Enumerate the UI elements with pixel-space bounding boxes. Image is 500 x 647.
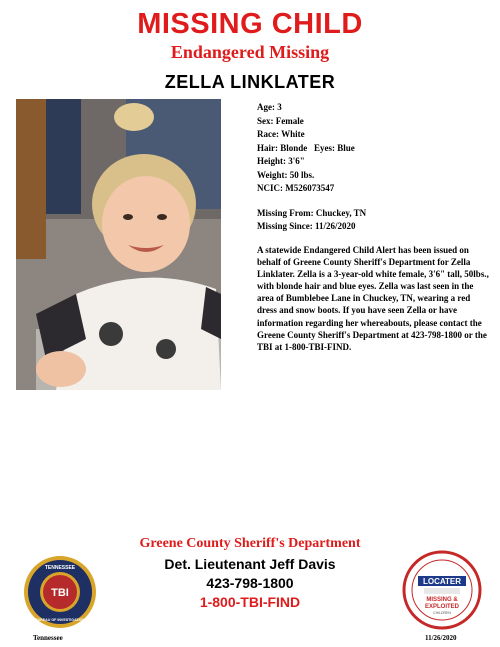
child-photo — [16, 99, 221, 390]
detail-race: Race: White — [257, 129, 305, 139]
seal-caption-left: Tennessee — [33, 634, 63, 642]
detail-weight: Weight: 50 lbs. — [257, 169, 315, 180]
detail-sex: Sex: Female — [257, 115, 304, 126]
child-name: ZELLA LINKLATER — [164, 72, 336, 92]
detail-age: Age: 3 — [257, 102, 282, 112]
locater-sub3: CHILDREN — [433, 611, 451, 615]
tbi-center-text: TBI — [51, 587, 69, 599]
officer-name: Det. Lieutenant Jeff Davis — [164, 556, 336, 572]
detail-ncic: NCIC: M526073547 — [257, 183, 335, 193]
locater-sub1: MISSING & — [426, 597, 458, 603]
tbi-phone: 1-800-TBI-FIND — [199, 594, 301, 610]
locater-label: LOCATER — [422, 577, 462, 586]
locater-seal-icon — [402, 550, 482, 630]
tbi-ring-bottom: BUREAU OF INVESTIGATION — [34, 618, 86, 622]
alert-description: A statewide Endangered Child Alert has been issued on behalf of Greene County Sheriff's Department for Zella Linklater. Zella is a 3-year-old white female, 3'6" tall, 50lbs., with blonde hair and blue eyes. Zella was last seen in the area of Bumblebee Lane in Chuckey, TN, wearing a red dress and snow boots. If you have seen Zella or have information regarding her whereabouts, please contact the Greene County Sheriff's Department at 423-798-1800 or the TBI at 1-800-TBI-FIND. — [257, 245, 489, 352]
detail-gap — [257, 196, 487, 207]
poster-subtitle: Endangered Missing — [170, 42, 330, 62]
seal-caption-right: 11/26/2020 — [425, 634, 457, 642]
locater-sub2: EXPLOITED — [424, 604, 460, 610]
detail-missing-from: Missing From: Chuckey, TN — [257, 207, 367, 218]
tbi-seal-icon — [23, 555, 97, 629]
agency-phone: 423-798-1800 — [206, 575, 294, 591]
detail-height: Height: 3'6" — [257, 156, 305, 166]
poster-title: MISSING CHILD — [137, 8, 363, 40]
tbi-ring-top: TENNESSEE — [44, 565, 76, 571]
child-details — [257, 101, 487, 234]
detail-hair-eyes: Hair: Blonde Eyes: Blue — [257, 142, 355, 153]
agency-name: Greene County Sheriff's Department — [139, 536, 361, 551]
detail-missing-since: Missing Since: 11/26/2020 — [257, 221, 356, 231]
